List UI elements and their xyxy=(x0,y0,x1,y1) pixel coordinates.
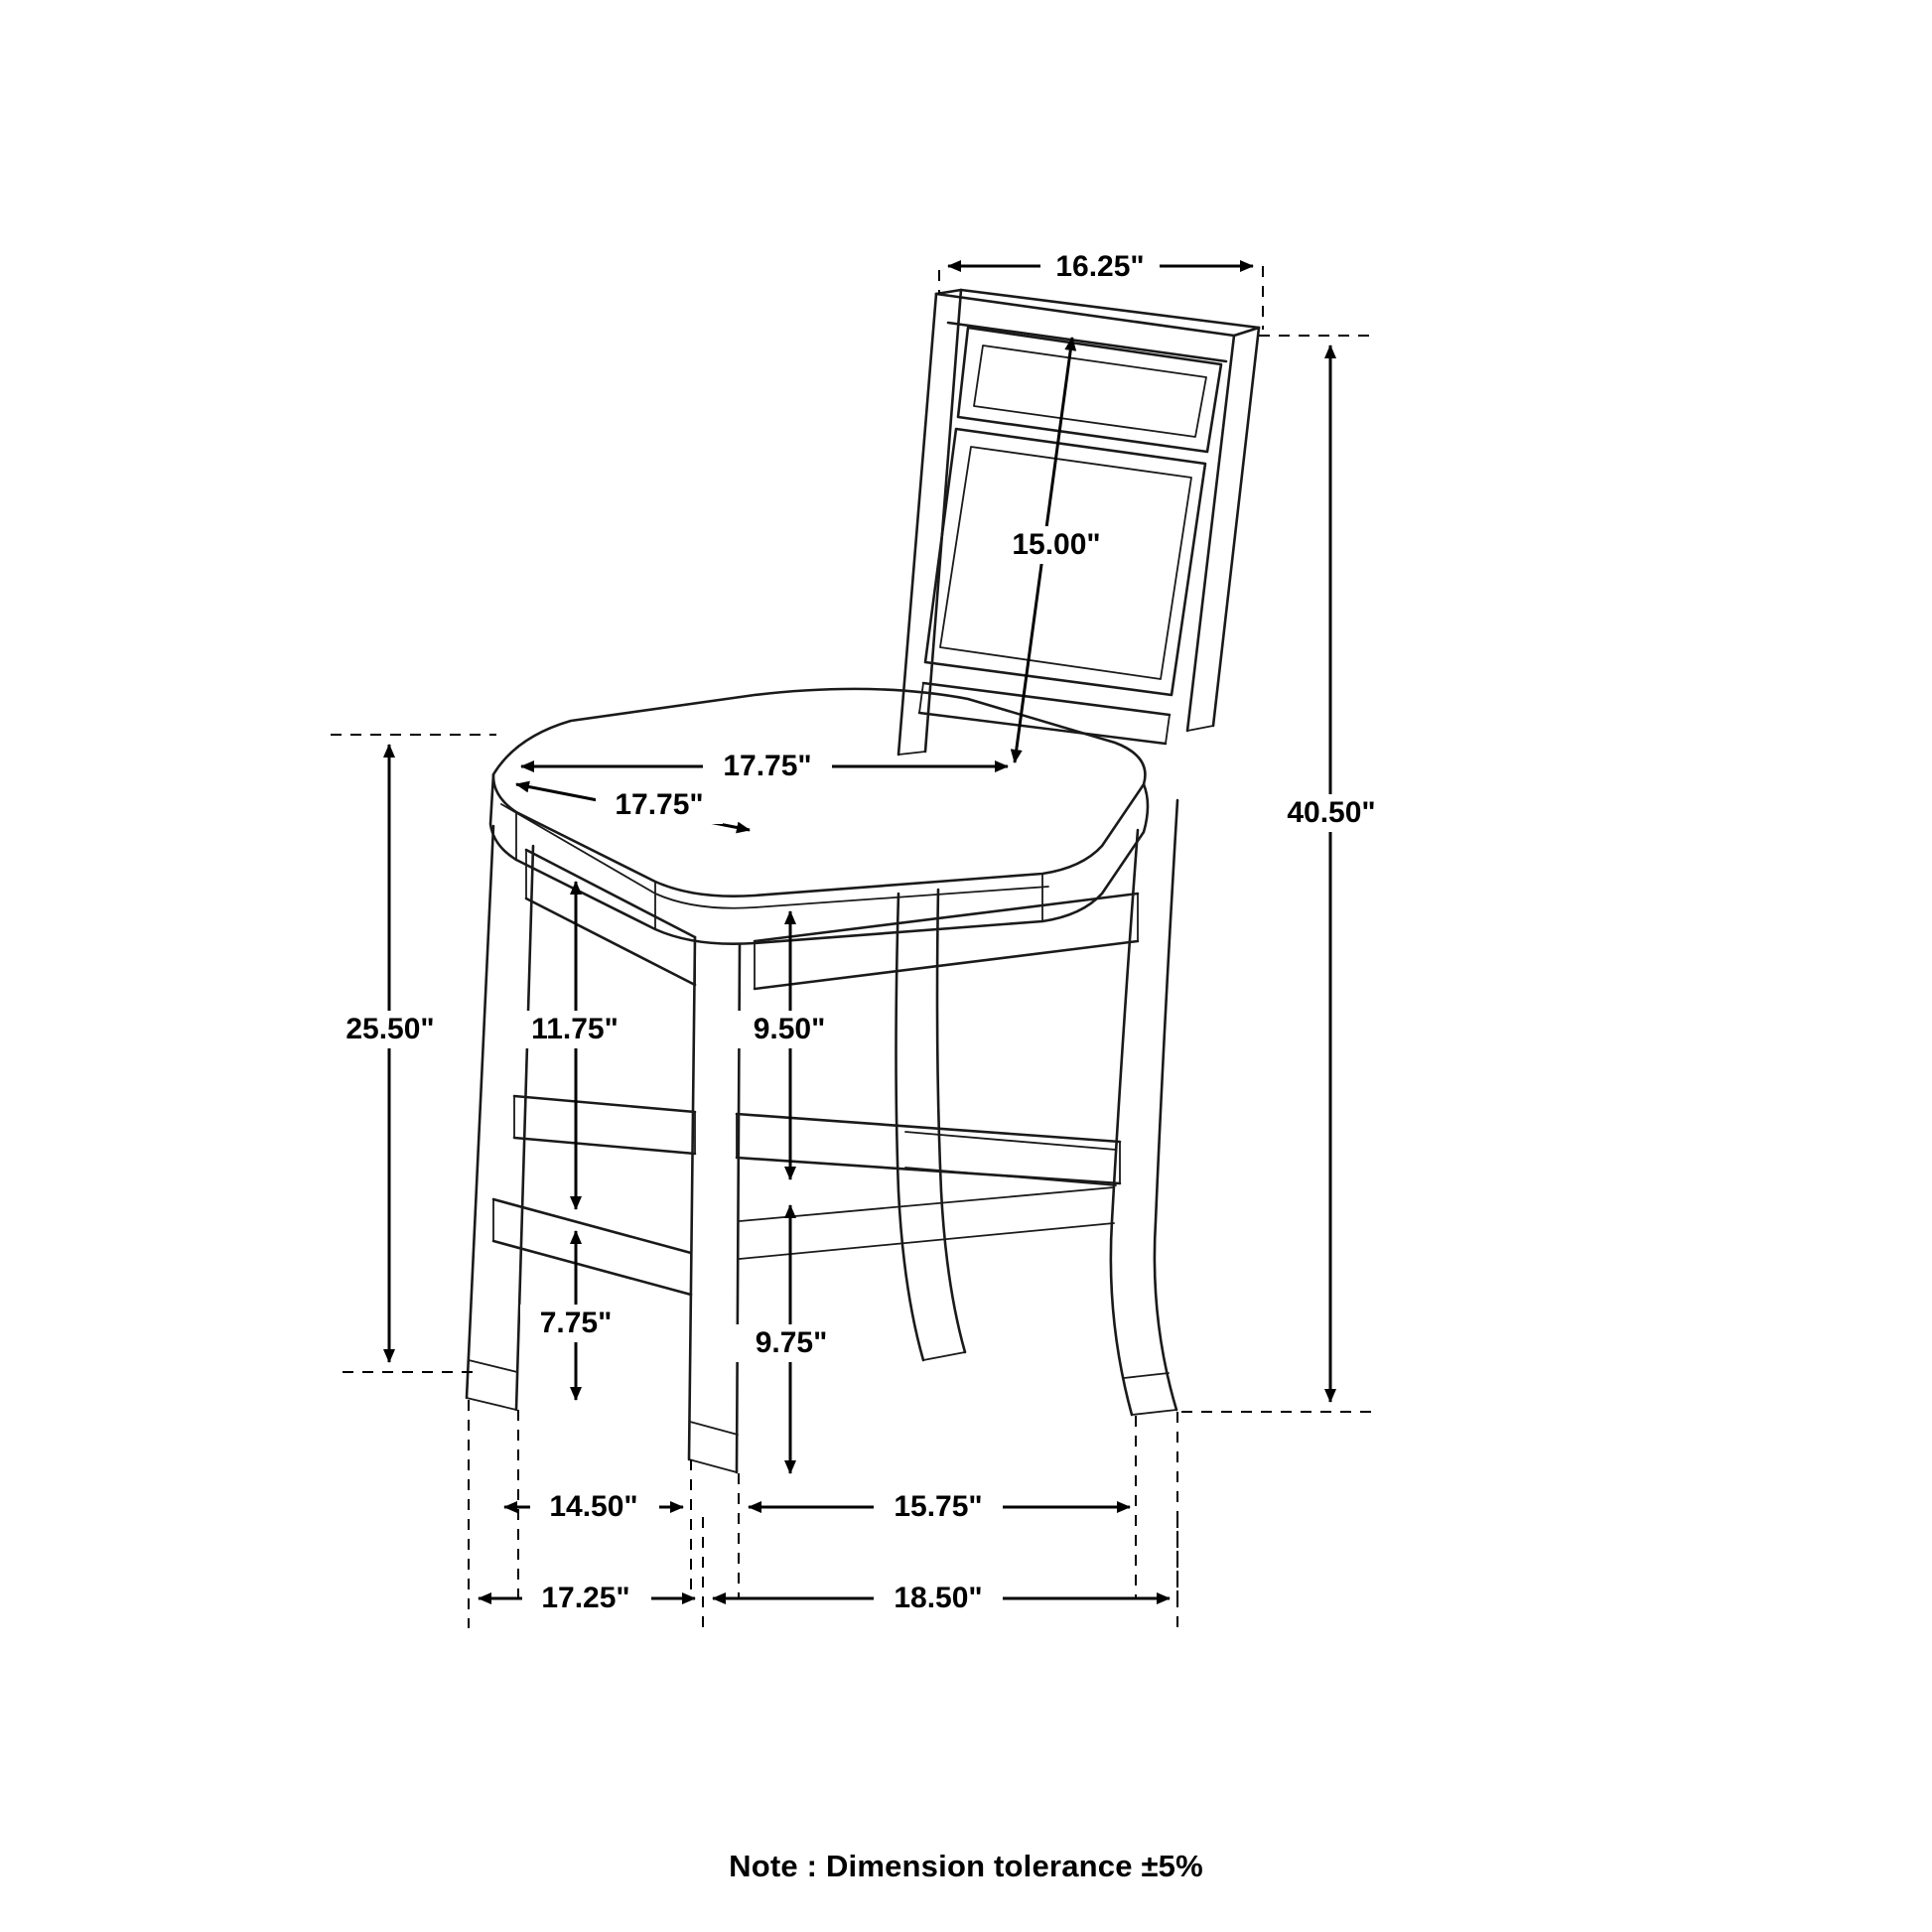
tolerance-note: Note : Dimension tolerance ±5% xyxy=(729,1849,1203,1883)
dimension-label-seat-width: 17.75" xyxy=(723,749,812,782)
dimension-side-foot-rise xyxy=(733,1205,850,1473)
dimension-back-height xyxy=(993,338,1120,762)
dimension-label-back-height: 15.00" xyxy=(1012,527,1101,561)
dimension-seat-width xyxy=(521,749,1008,786)
dimension-label-outer-span-side: 18.50" xyxy=(894,1581,983,1614)
dimension-front-foot-rise xyxy=(520,1231,631,1400)
dimension-overall-height xyxy=(1181,336,1394,1412)
dimension-label-front-foot-rise: 7.75" xyxy=(539,1306,613,1339)
dimension-outer-span-front xyxy=(479,1581,695,1618)
dimension-label-seat-height: 25.50" xyxy=(345,1012,435,1045)
dimension-side-apron-drop xyxy=(731,911,848,1179)
dimension-label-foot-span-front: 14.50" xyxy=(549,1489,638,1523)
dimension-foot-span-front xyxy=(504,1489,683,1527)
dimension-label-seat-depth: 17.75" xyxy=(615,787,704,821)
dimension-foot-span-side xyxy=(749,1489,1130,1527)
dimension-label-side-foot-rise: 9.75" xyxy=(755,1325,828,1359)
dimension-label-front-apron-drop: 11.75" xyxy=(531,1012,619,1045)
dimension-label-overall-height: 40.50" xyxy=(1287,795,1376,829)
chair-illustration xyxy=(467,290,1259,1472)
dimension-seat-depth xyxy=(516,784,750,830)
dimension-outer-span-side xyxy=(713,1581,1170,1618)
dimension-label-back-width: 16.25" xyxy=(1055,249,1145,283)
dimension-label-foot-span-side: 15.75" xyxy=(894,1489,983,1523)
dimension-label-outer-span-front: 17.25" xyxy=(541,1581,630,1614)
dimension-label-side-apron-drop: 9.50" xyxy=(753,1012,826,1045)
